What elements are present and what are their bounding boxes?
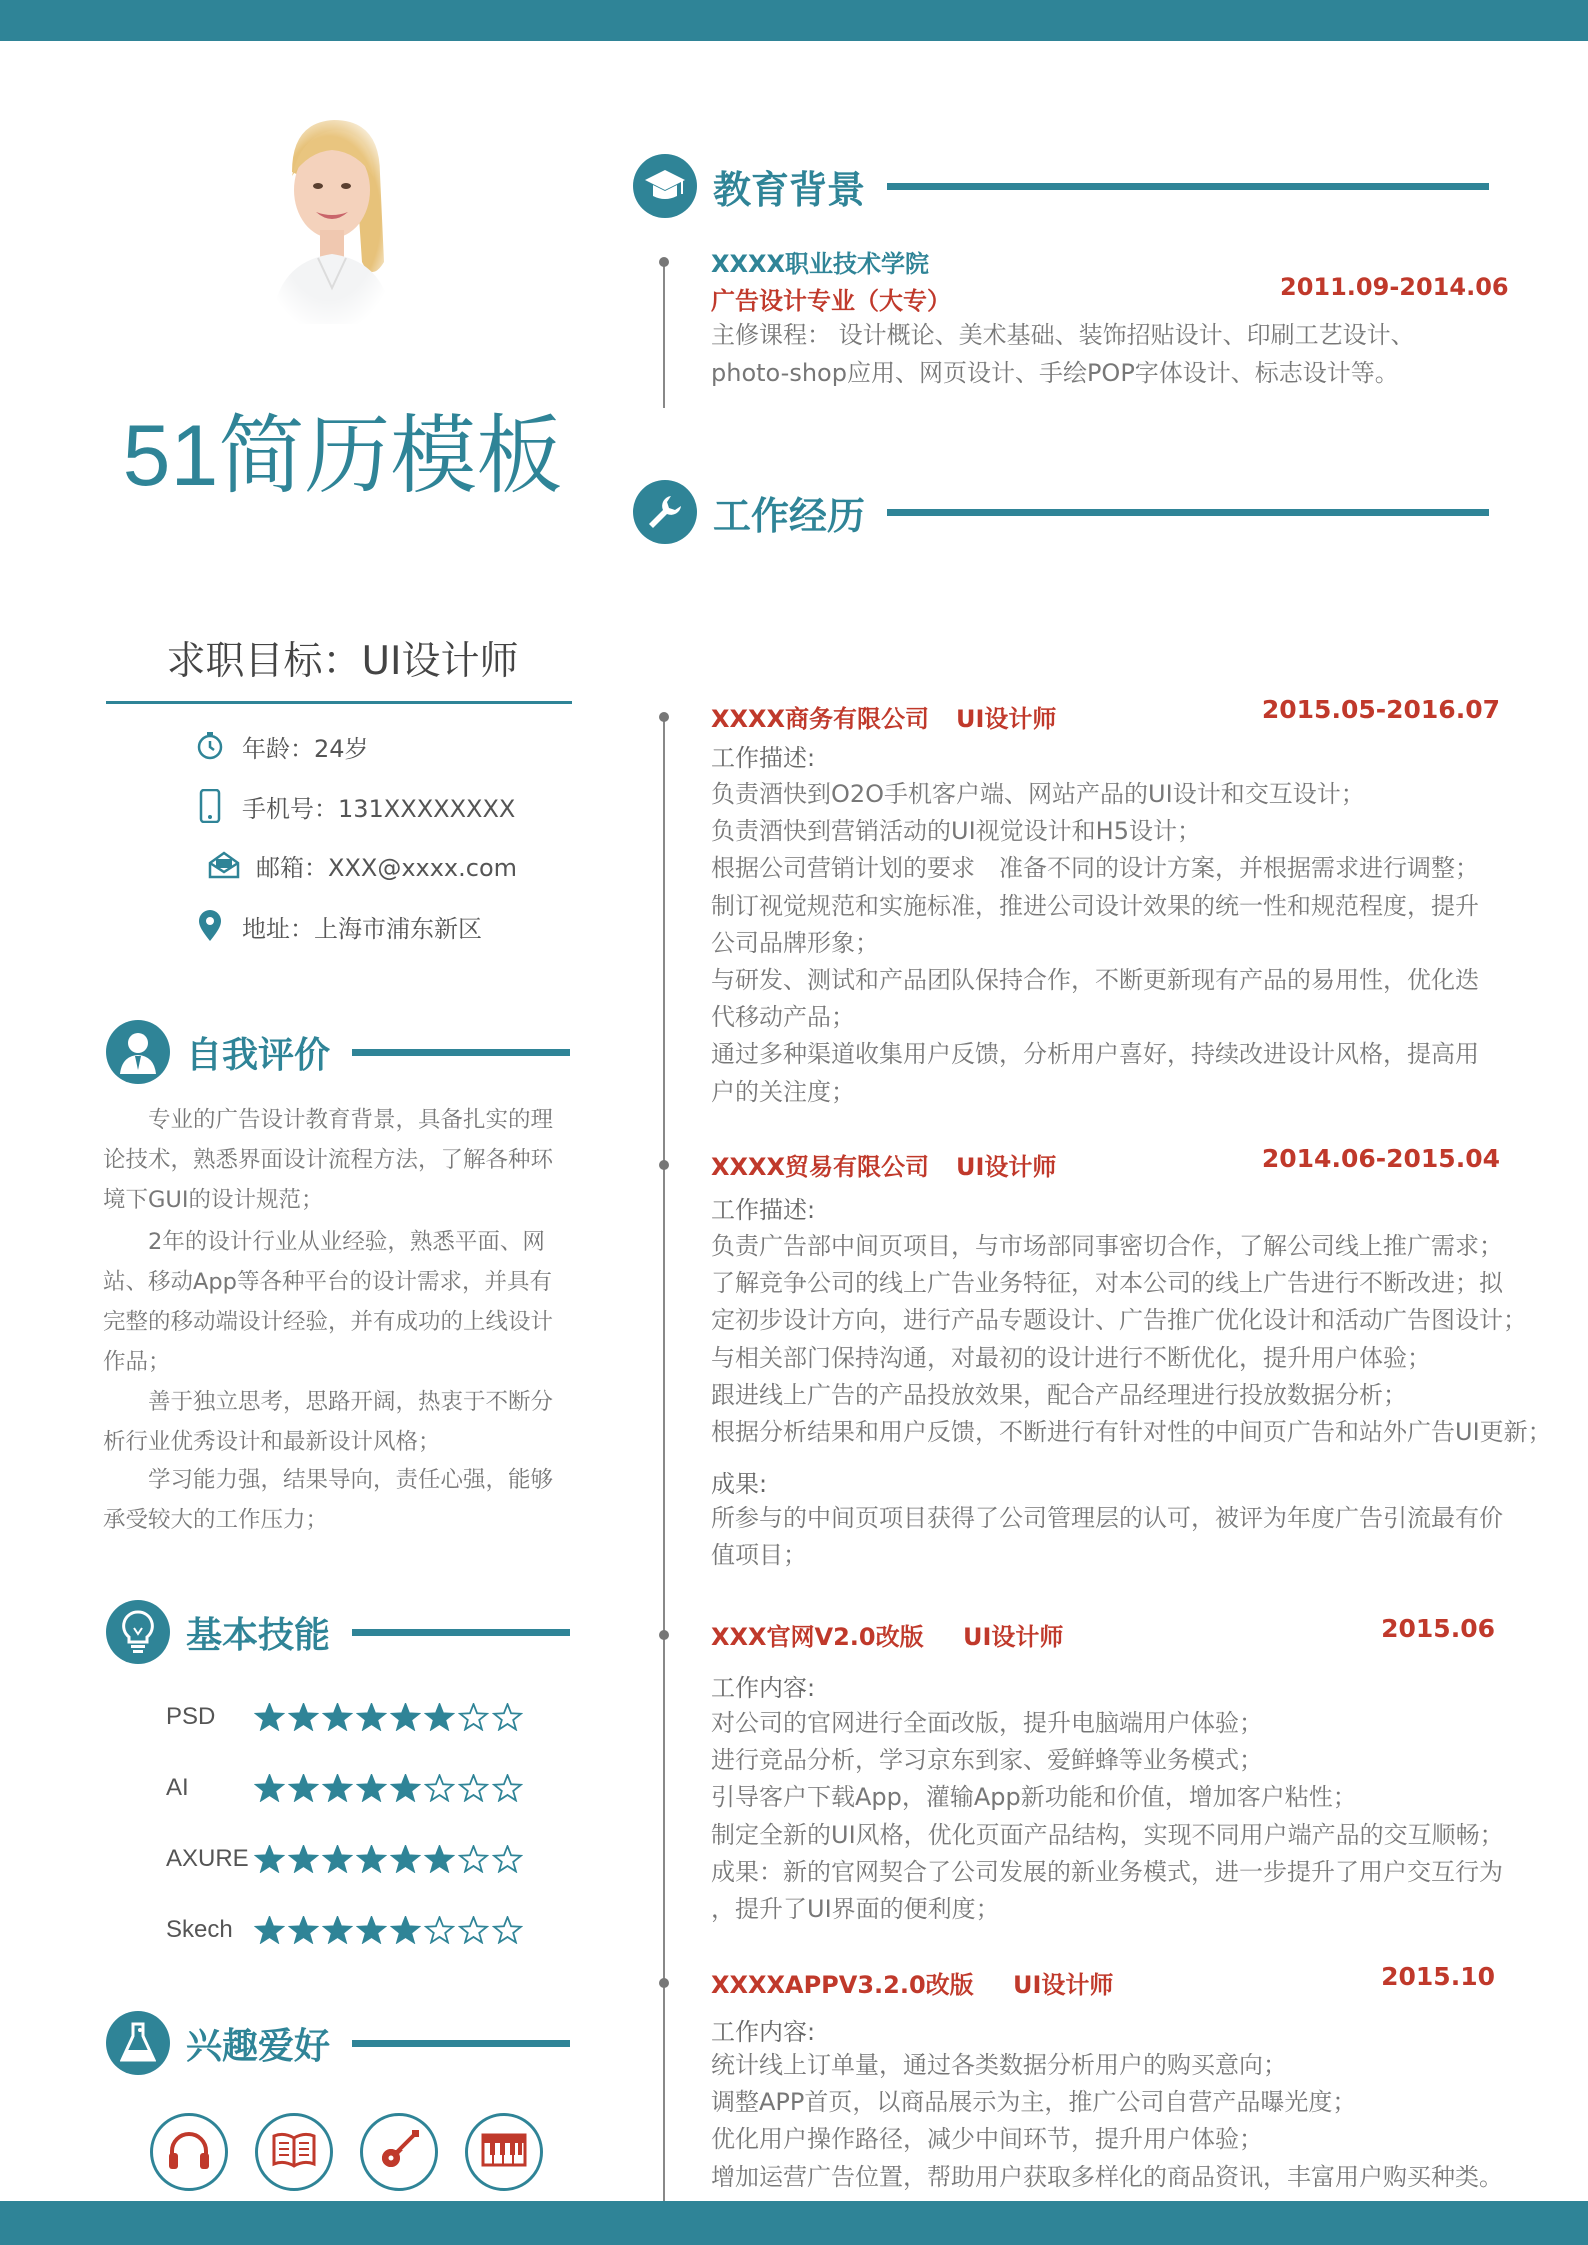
contact-email bbox=[190, 845, 517, 885]
star-filled-icon bbox=[390, 1845, 421, 1873]
result-line: 所参与的中间页项目获得了公司管理层的认可，被评为年度广告引流最有价 bbox=[711, 1504, 1503, 1532]
hobbies-title: 兴趣爱好 bbox=[186, 2025, 331, 2067]
timeline-dot bbox=[659, 712, 669, 722]
star-filled-icon bbox=[424, 1703, 455, 1731]
flask-icon bbox=[106, 2011, 170, 2075]
star-filled-icon bbox=[390, 1774, 421, 1802]
phone-icon bbox=[190, 786, 230, 826]
job-company: XXXXAPPV3.2.0改版 bbox=[711, 1971, 974, 1999]
hobby-piano bbox=[465, 2113, 543, 2191]
education-date: 2011.09-2014.06 bbox=[1280, 273, 1509, 301]
star-filled-icon bbox=[322, 1845, 353, 1873]
education-header bbox=[633, 154, 1489, 218]
job-position: UI设计师 bbox=[956, 705, 1057, 733]
skill-rating bbox=[254, 1774, 526, 1802]
skill-rating bbox=[254, 1845, 526, 1873]
job-label: 工作描述: bbox=[711, 1196, 816, 1224]
graduation-cap-icon bbox=[633, 154, 697, 218]
education-divider bbox=[887, 183, 1489, 190]
skills-title: 基本技能 bbox=[186, 1614, 331, 1656]
star-filled-icon bbox=[390, 1703, 421, 1731]
star-empty-icon bbox=[458, 1703, 489, 1731]
timeline-dot bbox=[659, 1630, 669, 1640]
star-filled-icon bbox=[288, 1774, 319, 1802]
job-line: 跟进线上广告的产品投放效果，配合产品经理进行投放数据分析； bbox=[711, 1380, 1407, 1409]
job-label: 工作内容: bbox=[711, 1674, 816, 1702]
job-line: 通过多种渠道收集用户反馈，分析用户喜好，持续改进设计风格，提高用 bbox=[711, 1040, 1479, 1069]
star-filled-icon bbox=[322, 1703, 353, 1731]
star-filled-icon bbox=[322, 1916, 353, 1944]
job-date: 2015.10 bbox=[1381, 1962, 1495, 1991]
work-title: 工作经历 bbox=[713, 493, 866, 538]
objective-divider bbox=[106, 701, 572, 704]
job-line: ，提升了UI界面的便利度； bbox=[711, 1895, 1000, 1924]
courses-text: 主修课程： 设计概论、美术基础、装饰招贴设计、印刷工艺设计、photo-shop应用、网页设计、手绘POP字体设计、标志设计等。 bbox=[711, 321, 1415, 387]
star-filled-icon bbox=[288, 1916, 319, 1944]
result-line: 值项目； bbox=[711, 1541, 807, 1570]
age-text: 年龄：24岁 bbox=[242, 734, 369, 763]
star-empty-icon bbox=[458, 1845, 489, 1873]
star-filled-icon bbox=[254, 1916, 285, 1944]
timeline-dot bbox=[659, 1978, 669, 1988]
job-description bbox=[711, 1228, 1581, 1451]
job-line: 负责酒快到O2O手机客户端、网站产品的UI设计和交互设计； bbox=[711, 780, 1365, 808]
job-date: 2015.06 bbox=[1381, 1614, 1495, 1643]
job-position: UI设计师 bbox=[956, 1153, 1057, 1181]
job-line: 定初步设计方向，进行产品专题设计、广告推广优化设计和活动广告图设计； bbox=[711, 1306, 1527, 1335]
email-text: 邮箱：XXX@xxxx.com bbox=[256, 853, 518, 882]
phone-text: 手机号：131XXXXXXXX bbox=[242, 794, 516, 823]
star-filled-icon bbox=[254, 1703, 285, 1731]
wrench-icon bbox=[633, 480, 697, 544]
star-filled-icon bbox=[356, 1703, 387, 1731]
contact-address bbox=[190, 906, 482, 946]
job-company: XXXX贸易有限公司 bbox=[711, 1153, 930, 1181]
job-line: 统计线上订单量，通过各类数据分析用户的购买意向； bbox=[711, 2051, 1287, 2079]
job-line: 增加运营广告位置，帮助用户获取多样化的商品资讯，丰富用户购买种类。 bbox=[711, 2162, 1503, 2191]
profile-photo bbox=[262, 112, 396, 324]
skills-divider bbox=[352, 1629, 570, 1636]
skill-name: AXURE bbox=[166, 1845, 249, 1872]
education-title: 教育背景 bbox=[713, 167, 866, 212]
skill-row bbox=[166, 1768, 526, 1808]
self-eval-paragraph: 学习能力强，结果导向，责任心强，能够承受较大的工作压力； bbox=[103, 1467, 554, 1533]
major: 广告设计专业（大专） bbox=[711, 287, 951, 315]
job-line: 负责广告部中间页项目，与市场部同事密切合作，了解公司线上推广需求； bbox=[711, 1232, 1503, 1260]
job-description bbox=[711, 1705, 1581, 1928]
job-label: 工作内容: bbox=[711, 2018, 816, 2046]
job-position: UI设计师 bbox=[1013, 1971, 1114, 1999]
skill-name: Skech bbox=[166, 1916, 233, 1943]
contact-phone bbox=[190, 786, 515, 826]
skill-row bbox=[166, 1697, 526, 1737]
star-empty-icon bbox=[424, 1774, 455, 1802]
job-description bbox=[711, 776, 1581, 1111]
skill-row bbox=[166, 1910, 526, 1950]
star-filled-icon bbox=[288, 1703, 319, 1731]
hobby-guitar bbox=[360, 2113, 438, 2191]
job-line: 成果：新的官网契合了公司发展的新业务模式，进一步提升了用户交互行为 bbox=[711, 1857, 1503, 1886]
self-eval-paragraph: 善于独立思考，思路开阔，热衷于不断分析行业优秀设计和最新设计风格； bbox=[103, 1389, 554, 1455]
job-label: 工作描述: bbox=[711, 744, 816, 772]
job-company: XXX官网V2.0改版 bbox=[711, 1623, 924, 1651]
job-date: 2015.05-2016.07 bbox=[1261, 695, 1500, 724]
timer-icon bbox=[190, 726, 230, 766]
hobby-music bbox=[150, 2113, 228, 2191]
job-line: 公司品牌形象； bbox=[711, 928, 879, 957]
result-description bbox=[711, 1500, 1581, 1574]
lightbulb-icon bbox=[106, 1600, 170, 1664]
address-text: 地址：上海市浦东新区 bbox=[242, 914, 482, 943]
school-name: XXXX职业技术学院 bbox=[711, 250, 930, 278]
job-line: 了解竞争公司的线上广告业务特征，对本公司的线上广告进行不断改进；拟 bbox=[711, 1269, 1503, 1298]
star-empty-icon bbox=[458, 1774, 489, 1802]
job-line: 户的关注度； bbox=[711, 1077, 855, 1106]
job-line: 代移动产品； bbox=[711, 1003, 855, 1032]
location-pin-icon bbox=[190, 906, 230, 946]
education-timeline bbox=[663, 262, 665, 408]
job-line: 根据公司营销计划的要求 准备不同的设计方案，并根据需求进行调整； bbox=[711, 854, 1479, 883]
star-empty-icon bbox=[492, 1916, 523, 1944]
star-filled-icon bbox=[356, 1916, 387, 1944]
skill-name: AI bbox=[166, 1774, 189, 1801]
job-line: 与研发、测试和产品团队保持合作，不断更新现有产品的易用性，优化迭 bbox=[711, 966, 1479, 995]
star-filled-icon bbox=[254, 1845, 285, 1873]
self-eval-paragraph: 2年的设计行业从业经验，熟悉平面、网站、移动App等各种平台的设计需求，并具有完整的移动端设计经验，并有成功的上线设计作品； bbox=[103, 1229, 554, 1375]
star-empty-icon bbox=[492, 1774, 523, 1802]
star-empty-icon bbox=[458, 1916, 489, 1944]
job-line: 引导客户下载App，灌输App新功能和价值，增加客户粘性； bbox=[711, 1783, 1357, 1812]
star-filled-icon bbox=[356, 1845, 387, 1873]
job-date: 2014.06-2015.04 bbox=[1261, 1144, 1500, 1173]
mail-icon bbox=[204, 845, 244, 885]
job-line: 负责酒快到营销活动的UI视觉设计和H5设计； bbox=[711, 817, 1201, 846]
job-line: 优化用户操作路径，减少中间环节，提升用户体验； bbox=[711, 2125, 1263, 2154]
self-eval-divider bbox=[352, 1049, 570, 1056]
hobbies-header bbox=[106, 2011, 570, 2075]
job-line: 根据分析结果和用户反馈，不断进行有针对性的中间页广告和站外广告UI更新； bbox=[711, 1418, 1552, 1447]
job-objective: 求职目标：UI设计师 bbox=[166, 639, 519, 684]
piano-icon bbox=[481, 2133, 527, 2171]
job-description bbox=[711, 2047, 1581, 2196]
top-accent-bar bbox=[0, 0, 1588, 41]
contact-age bbox=[190, 726, 369, 766]
guitar-icon bbox=[377, 2128, 421, 2176]
job-position: UI设计师 bbox=[963, 1623, 1064, 1651]
star-filled-icon bbox=[288, 1845, 319, 1873]
job-line: 进行竞品分析，学习京东到家、爱鲜蜂等业务模式； bbox=[711, 1746, 1263, 1775]
work-divider bbox=[887, 509, 1489, 516]
skill-name: PSD bbox=[166, 1703, 216, 1730]
job-line: 制订视觉规范和实施标准，推进公司设计效果的统一性和规范程度，提升 bbox=[711, 891, 1479, 920]
star-empty-icon bbox=[424, 1916, 455, 1944]
star-empty-icon bbox=[492, 1845, 523, 1873]
star-filled-icon bbox=[390, 1916, 421, 1944]
skills-header bbox=[106, 1600, 570, 1664]
bottom-accent-bar bbox=[0, 2201, 1588, 2245]
hobbies-divider bbox=[352, 2040, 570, 2047]
star-empty-icon bbox=[492, 1703, 523, 1731]
hobby-reading bbox=[255, 2113, 333, 2191]
work-header bbox=[633, 480, 1489, 544]
timeline-dot bbox=[659, 257, 669, 267]
job-line: 调整APP首页，以商品展示为主，推广公司自营产品曝光度； bbox=[711, 2088, 1357, 2117]
self-eval-paragraph: 专业的广告设计教育背景，具备扎实的理论技术，熟悉界面设计流程方法，了解各种环境下GUI的设计规范； bbox=[103, 1107, 554, 1213]
person-icon bbox=[106, 1020, 170, 1084]
headphones-icon bbox=[166, 2129, 212, 2175]
timeline-dot bbox=[659, 1160, 669, 1170]
star-filled-icon bbox=[424, 1845, 455, 1873]
job-line: 与相关部门保持沟通，对最初的设计进行不断优化，提升用户体验； bbox=[711, 1343, 1431, 1372]
resume-name: 51简历模板 bbox=[122, 408, 563, 504]
self-eval-title: 自我评价 bbox=[186, 1034, 331, 1076]
job-company: XXXX商务有限公司 bbox=[711, 705, 930, 733]
skill-rating bbox=[254, 1916, 526, 1944]
star-filled-icon bbox=[322, 1774, 353, 1802]
job-line: 制定全新的UI风格，优化页面产品结构，实现不同用户端产品的交互顺畅； bbox=[711, 1820, 1504, 1849]
job-line: 对公司的官网进行全面改版，提升电脑端用户体验； bbox=[711, 1709, 1263, 1737]
book-icon bbox=[270, 2130, 318, 2174]
star-filled-icon bbox=[254, 1774, 285, 1802]
skill-rating bbox=[254, 1703, 526, 1731]
self-eval-header bbox=[106, 1020, 570, 1084]
skill-row bbox=[166, 1839, 526, 1879]
result-label: 成果: bbox=[711, 1470, 768, 1498]
star-filled-icon bbox=[356, 1774, 387, 1802]
